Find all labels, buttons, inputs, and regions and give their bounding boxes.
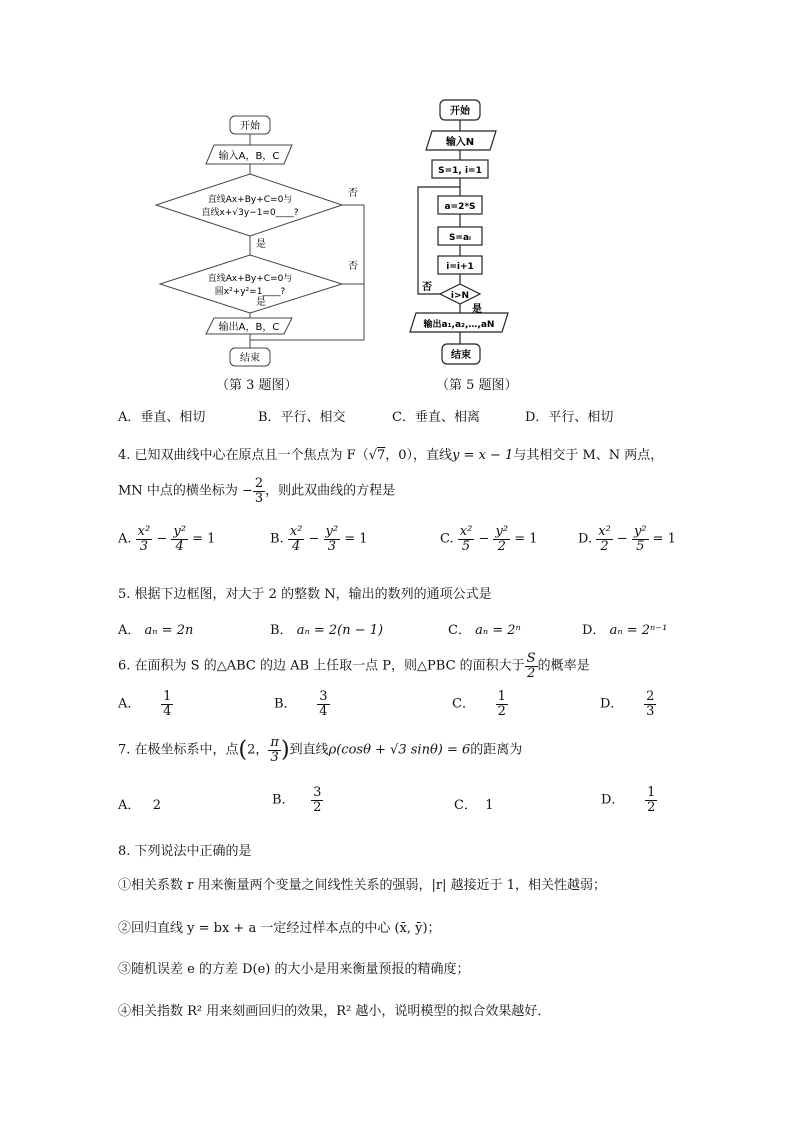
q6-fraction: $\frac{S}{2}$ [526, 651, 536, 681]
flow5-end-text: 结束 [451, 350, 471, 361]
flow3-yes1-label: 是 [256, 239, 266, 250]
flow5-input-text: 输入N [445, 137, 475, 148]
q6-option-c: C． $\frac{1}{2}$ [452, 689, 506, 719]
q8-statement-2: ②回归直线 y = bx + a 一定经过样本点的中心 (x̄, ȳ)； [118, 921, 441, 936]
flow5-cond-text: i>N [450, 291, 470, 301]
flow5-step2-text: S=aᵢ [448, 233, 472, 243]
flow5-step3-text: i=i+1 [446, 262, 474, 272]
q4-text-e: ，则此双曲线的方程是 [265, 483, 396, 499]
flowchart-5 [400, 96, 530, 372]
flow5-output-text: 输出a₁,a₂,…,aN [423, 320, 495, 330]
flow3-end-text: 结束 [240, 353, 260, 364]
flow3-no1-label: 否 [348, 188, 358, 199]
q5-option-b: B． aₙ = 2(n − 1) [270, 623, 384, 638]
q8-statement-1: ①相关系数 r 用来衡量两个变量之间线性关系的强弱，|r| 越接近于 1，相关性越弱； [118, 878, 606, 893]
q4-text-a: 4. 已知双曲线中心在原点且一个焦点为 F（ [118, 448, 369, 463]
q4-sqrt: √7 [368, 448, 386, 463]
q5-option-d: D． aₙ = 2ⁿ⁻¹ [582, 623, 668, 638]
q4-text-c: 与其相交于 M、N 两点， [513, 448, 664, 463]
q6-option-d: D． $\frac{2}{3}$ [600, 689, 655, 719]
flow5-yes-label: 是 [472, 304, 482, 315]
flowchart-3 [150, 112, 375, 372]
q6-option-a: A． $\frac{1}{4}$ [118, 689, 172, 719]
q3-option-c: C．垂直、相离 [392, 410, 480, 425]
q8-stem: 8. 下列说法中正确的是 [118, 844, 252, 859]
q3-option-d: D．平行、相切 [525, 410, 614, 425]
flow3-output-text: 输出A，B，C [218, 322, 280, 333]
q4-text-b: ，0），直线 [385, 448, 453, 463]
flow3-cond1-line1: 直线Ax+By+C=0与 [207, 195, 293, 205]
flow3-cond1-diamond [156, 174, 342, 236]
q4-stem-line1 [118, 444, 663, 463]
flow3-caption: （第 3 题图） [216, 378, 298, 393]
q7-option-a: A． 2 [118, 798, 162, 813]
flow3-input-text: 输入A，B，C [218, 151, 280, 162]
q3-option-b: B．平行、相交 [258, 410, 346, 425]
flow3-cond2-line2: 圆x²+y²=1____? [214, 287, 286, 297]
q8-statement-4: ④相关指数 R² 用来刻画回归的效果，R² 越小，说明模型的拟合效果越好． [118, 1004, 551, 1019]
q4-stem-line2 [118, 477, 395, 505]
q3-option-a: A．垂直、相切 [118, 410, 206, 425]
q4-option-b: B. $\frac{\text{x²}}{4}$ − $\frac{\text{y²}}{3}$ = 1 [270, 524, 368, 554]
flow3-start-text: 开始 [240, 121, 260, 132]
flow5-caption: （第 5 题图） [436, 378, 518, 393]
flow5-no-label: 否 [422, 282, 432, 293]
q7-option-b: B． $\frac{3}{2}$ [272, 785, 322, 815]
q4-line-eq: y = x − 1 [452, 448, 514, 463]
flow5-start-text: 开始 [450, 106, 470, 117]
flow5-init-text: S=1, i=1 [438, 166, 482, 176]
q4-option-d: D. $\frac{\text{x²}}{2}$ − $\frac{\text{y²}}{5}$ = 1 [578, 524, 676, 554]
q7-option-c: C． 1 [454, 798, 494, 813]
flow3-yes2-label: 是 [256, 297, 266, 308]
flow5-step1-text: a=2*S [444, 202, 476, 212]
q8-statement-3: ③随机误差 e 的方差 D(e) 的大小是用来衡量预报的精确度； [118, 962, 470, 977]
flow3-cond2-line1: 直线Ax+By+C=0与 [207, 274, 293, 284]
q4-option-a: A. $\frac{\text{x²}}{3}$ − $\frac{\text{y²}}{4}$ = 1 [118, 524, 216, 554]
q5-stem: 5. 根据下边框图，对大于 2 的整数 N，输出的数列的通项公式是 [118, 587, 492, 602]
q6-stem: 6. 在面积为 S 的△ABC 的边 AB 上任取一点 P，则△PBC 的面积大于 $\frac{S}{2}$ 的概率是 [118, 651, 590, 681]
q7-option-d: D． $\frac{1}{2}$ [601, 785, 656, 815]
q4-midpoint-fraction: $\frac{2}{3}$ [254, 476, 264, 506]
flow3-cond2-diamond [160, 255, 342, 313]
q7-stem: 7. 在极坐标系中，点(2， $\frac{\pi}{3}$ )到直线ρ(cosθ + √3 sinθ) = 6的距离为 [118, 735, 523, 765]
q4-option-c: C. $\frac{\text{x²}}{5}$ − $\frac{\text{y²}}{2}$ = 1 [440, 524, 538, 554]
q6-option-b: B． $\frac{3}{4}$ [274, 689, 328, 719]
q4-sqrt-value: 7 [377, 448, 386, 463]
q4-text-d: MN 中点的横坐标为 − [118, 483, 253, 499]
flow3-no2-label: 否 [348, 261, 358, 272]
q5-option-c: C． aₙ = 2ⁿ [448, 623, 521, 638]
flow3-cond1-line2: 直线x+√3y−1=0____? [201, 208, 299, 218]
q5-option-a: A． aₙ = 2n [118, 623, 194, 638]
